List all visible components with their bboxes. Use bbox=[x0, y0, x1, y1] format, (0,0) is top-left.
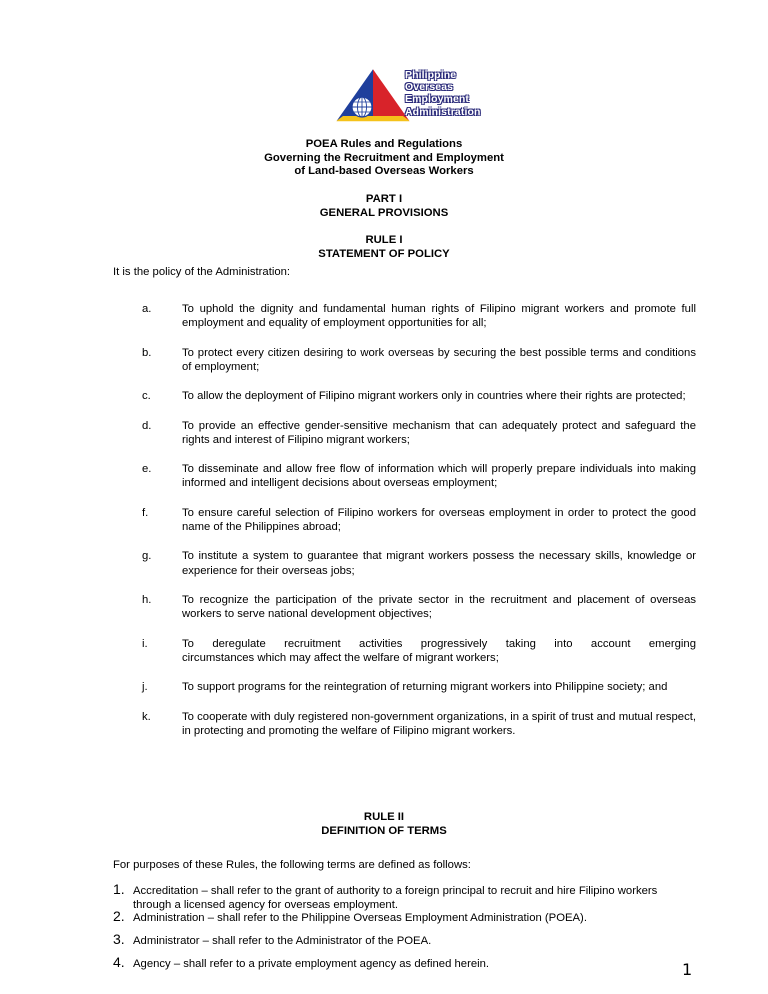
list-item-text: To recognize the participation of the private sector in the recruitment and placement of overseas workers to serve national development objectives; bbox=[182, 593, 696, 621]
title-line-1: POEA Rules and Regulations bbox=[305, 138, 463, 150]
list-item-text: To institute a system to guarantee that migrant workers possess the necessary skills, knowledge or experience for their overseas jobs; bbox=[182, 550, 696, 577]
rule-1-number: RULE I bbox=[365, 234, 403, 246]
definition-text: Accreditation – shall refer to the grant of authority to a foreign principal to recruit and hire Filipino workers through a licensed agency for overseas employment. bbox=[133, 885, 658, 911]
list-item bbox=[142, 302, 696, 330]
list-item bbox=[142, 346, 696, 374]
definition-text: Administrator – shall refer to the Administrator of the POEA. bbox=[133, 935, 432, 948]
list-item bbox=[113, 954, 698, 972]
rule-2-title: DEFINITION OF TERMS bbox=[321, 824, 447, 837]
list-item-label: i. bbox=[142, 637, 148, 650]
list-item bbox=[142, 593, 696, 621]
list-item-text: To support programs for the reintegration of returning migrant workers into Philippine society; and bbox=[182, 681, 668, 694]
logo-line-1: Philippine bbox=[405, 69, 457, 81]
list-item-label: k. bbox=[142, 710, 151, 723]
list-item-label: f. bbox=[142, 506, 149, 519]
definition-text: Agency – shall refer to a private employment agency as defined herein. bbox=[133, 958, 490, 971]
list-item-label: b. bbox=[142, 346, 152, 359]
definitions-intro: For purposes of these Rules, the following terms are defined as follows: bbox=[113, 859, 471, 871]
part-heading bbox=[0, 193, 768, 220]
list-item bbox=[142, 506, 696, 534]
list-item-text: To allow the deployment of Filipino migrant workers only in countries where their rights are protected; bbox=[182, 390, 686, 403]
list-item-label: h. bbox=[142, 593, 152, 606]
part-number: PART I bbox=[365, 193, 403, 205]
part-title: GENERAL PROVISIONS bbox=[319, 206, 449, 219]
logo-line-4: Administration bbox=[405, 105, 481, 118]
list-item-text: To disseminate and allow free flow of information which will properly prepare individuals into making informed and intelligent decisions about overseas employment; bbox=[182, 463, 696, 490]
logo-wordmark bbox=[405, 69, 480, 118]
list-item bbox=[142, 680, 696, 694]
definition-number: 1. bbox=[113, 881, 125, 897]
list-item bbox=[142, 710, 696, 738]
list-item-text: To protect every citizen desiring to work overseas by securing the best possible terms and conditions of employment; bbox=[182, 346, 696, 373]
list-item bbox=[142, 637, 696, 665]
list-item bbox=[113, 931, 698, 949]
list-item bbox=[113, 908, 698, 926]
list-item bbox=[113, 881, 698, 912]
list-item bbox=[142, 549, 696, 577]
definition-text: Administration – shall refer to the Philippine Overseas Employment Administration (POEA). bbox=[133, 912, 587, 925]
rule-2-number: RULE II bbox=[363, 811, 405, 823]
list-item bbox=[142, 419, 696, 447]
logo-line-3: Employment bbox=[405, 93, 470, 106]
list-item-text-line-1: To deregulate recruitment activities progressively taking into account emerging bbox=[182, 637, 696, 650]
definition-number: 2. bbox=[113, 908, 125, 925]
policy-list bbox=[142, 302, 696, 753]
title-line-2: Governing the Recruitment and Employment bbox=[264, 151, 504, 164]
list-item-label: e. bbox=[142, 463, 152, 476]
list-item-text: To provide an effective gender-sensitive mechanism that can adequately protect and safeguard the rights and interest of Filipino migrant workers; bbox=[182, 419, 696, 446]
list-item-label: d. bbox=[142, 419, 152, 432]
list-item-text: To cooperate with duly registered non-government organizations, in a spirit of trust and mutual respect, in protecting and promoting the welfare of Filipino migrant workers. bbox=[182, 710, 696, 737]
rule-2-heading bbox=[0, 811, 768, 838]
definitions-list bbox=[113, 881, 698, 972]
list-item-text: To ensure careful selection of Filipino workers for overseas employment in order to protect the good name of the Philippines abroad; bbox=[182, 506, 696, 533]
document-title bbox=[0, 138, 768, 179]
list-item bbox=[142, 389, 696, 403]
rule-1-title: STATEMENT OF POLICY bbox=[318, 247, 450, 260]
logo-line-2: Overseas bbox=[405, 81, 454, 94]
list-item-label: j. bbox=[142, 681, 148, 694]
list-item-label: a. bbox=[142, 303, 152, 315]
list-item-label: c. bbox=[142, 390, 151, 403]
list-item-label: g. bbox=[142, 550, 152, 563]
page-number: 1 bbox=[682, 960, 693, 979]
list-item-text-line-2: circumstances which may affect the welfare of migrant workers; bbox=[182, 651, 499, 664]
list-item-text: To uphold the dignity and fundamental human rights of Filipino migrant workers and promote full employment and equality of employment opportunities for all; bbox=[182, 303, 696, 330]
definition-number: 3. bbox=[113, 931, 125, 948]
list-item bbox=[142, 462, 696, 490]
policy-intro: It is the policy of the Administration: bbox=[113, 266, 291, 278]
definition-number: 4. bbox=[113, 954, 125, 971]
poea-logo bbox=[331, 66, 481, 124]
title-line-3: of Land-based Overseas Workers bbox=[294, 165, 474, 177]
rule-1-heading bbox=[0, 234, 768, 261]
